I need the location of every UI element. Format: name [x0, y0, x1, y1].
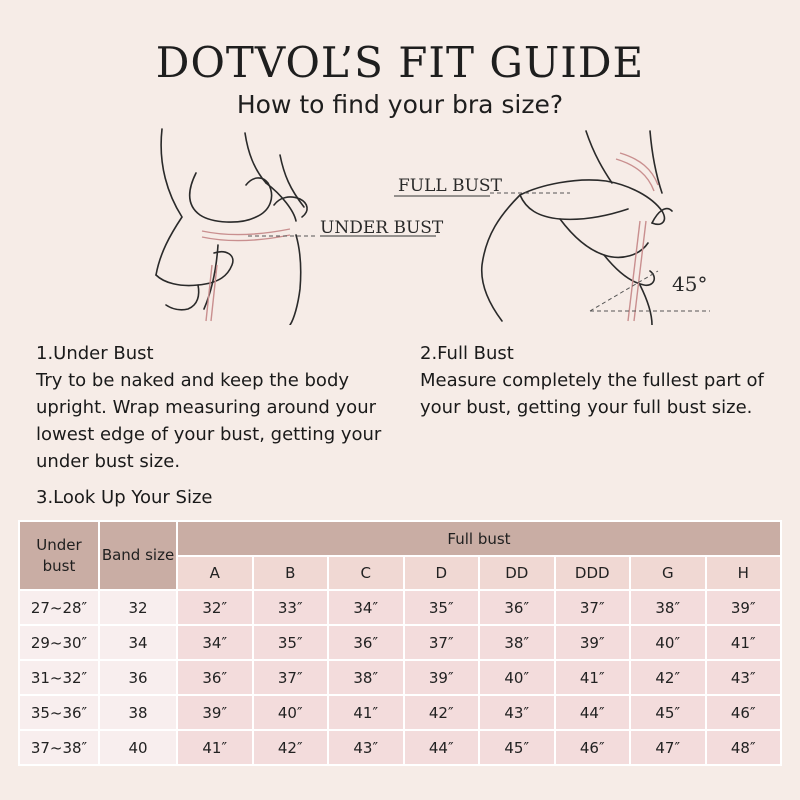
full-bust-cell: 42″	[253, 730, 329, 765]
full-bust-cell: 37″	[404, 625, 480, 660]
lookup-heading: 3.Look Up Your Size	[36, 487, 213, 508]
cup-header: DD	[479, 556, 555, 590]
full-bust-cell: 37″	[253, 660, 329, 695]
step-under-bust-heading: 1.Under Bust	[36, 343, 154, 364]
full-bust-cell: 41″	[177, 730, 253, 765]
step-full-bust-heading: 2.Full Bust	[420, 343, 514, 364]
table-row	[19, 590, 781, 625]
full-bust-cell: 34″	[177, 625, 253, 660]
full-bust-cell: 39″	[404, 660, 480, 695]
full-bust-cell: 40″	[479, 660, 555, 695]
table-row	[19, 660, 781, 695]
step-full-bust	[420, 340, 770, 421]
band-size-header: Band size	[99, 521, 177, 590]
under-bust-label: UNDER BUST	[320, 218, 444, 238]
angle-label: 45°	[672, 272, 708, 296]
full-bust-cell: 36″	[177, 660, 253, 695]
full-bust-cell: 33″	[253, 590, 329, 625]
full-bust-cell: 38″	[479, 625, 555, 660]
full-bust-cell: 46″	[555, 730, 631, 765]
under-bust-cell: 37~38″	[19, 730, 99, 765]
band-size-cell: 34	[99, 625, 177, 660]
table-row	[19, 730, 781, 765]
full-bust-cell: 42″	[404, 695, 480, 730]
full-bust-cell: 42″	[630, 660, 706, 695]
page-subtitle: How to find your bra size?	[236, 90, 564, 119]
full-bust-cell: 47″	[630, 730, 706, 765]
full-bust-header: Full bust	[177, 521, 781, 556]
table-row	[19, 695, 781, 730]
band-size-cell: 36	[99, 660, 177, 695]
under-bust-cell: 31~32″	[19, 660, 99, 695]
full-bust-cell: 43″	[706, 660, 782, 695]
full-bust-cell: 41″	[706, 625, 782, 660]
full-bust-illustration	[390, 125, 720, 325]
full-bust-cell: 40″	[253, 695, 329, 730]
full-bust-cell: 43″	[328, 730, 404, 765]
under-bust-header: Under bust	[19, 521, 99, 590]
full-bust-cell: 38″	[328, 660, 404, 695]
cup-header: DDD	[555, 556, 631, 590]
full-bust-cell: 44″	[404, 730, 480, 765]
full-bust-cell: 43″	[479, 695, 555, 730]
step-under-bust	[36, 340, 386, 475]
under-bust-cell: 29~30″	[19, 625, 99, 660]
full-bust-cell: 41″	[328, 695, 404, 730]
full-bust-cell: 48″	[706, 730, 782, 765]
full-bust-cell: 38″	[630, 590, 706, 625]
full-bust-cell: 39″	[177, 695, 253, 730]
page-title: DOTVOL’S FIT GUIDE	[155, 38, 645, 87]
full-bust-cell: 35″	[253, 625, 329, 660]
cup-header: G	[630, 556, 706, 590]
full-bust-cell: 32″	[177, 590, 253, 625]
cup-header: H	[706, 556, 782, 590]
cup-header: D	[404, 556, 480, 590]
full-bust-cell: 44″	[555, 695, 631, 730]
cup-header: A	[177, 556, 253, 590]
under-bust-cell: 27~28″	[19, 590, 99, 625]
cup-header: B	[253, 556, 329, 590]
band-size-cell: 32	[99, 590, 177, 625]
under-bust-cell: 35~36″	[19, 695, 99, 730]
full-bust-cell: 37″	[555, 590, 631, 625]
band-size-cell: 38	[99, 695, 177, 730]
full-bust-cell: 46″	[706, 695, 782, 730]
full-bust-cell: 39″	[555, 625, 631, 660]
full-bust-cell: 45″	[630, 695, 706, 730]
step-under-bust-text: Try to be naked and keep the body upright. Wrap measuring around your lowest edge of your bust, getting your under bust size.	[36, 370, 382, 472]
full-bust-label: FULL BUST	[398, 176, 502, 196]
full-bust-cell: 41″	[555, 660, 631, 695]
full-bust-cell: 40″	[630, 625, 706, 660]
full-bust-cell: 36″	[479, 590, 555, 625]
cup-header: C	[328, 556, 404, 590]
size-table	[18, 520, 782, 766]
band-size-cell: 40	[99, 730, 177, 765]
full-bust-cell: 36″	[328, 625, 404, 660]
full-bust-cell: 35″	[404, 590, 480, 625]
full-bust-cell: 34″	[328, 590, 404, 625]
step-full-bust-text: Measure completely the fullest part of your bust, getting your full bust size.	[420, 370, 764, 418]
full-bust-cell: 39″	[706, 590, 782, 625]
table-row	[19, 625, 781, 660]
size-table-body	[19, 590, 781, 765]
full-bust-cell: 45″	[479, 730, 555, 765]
